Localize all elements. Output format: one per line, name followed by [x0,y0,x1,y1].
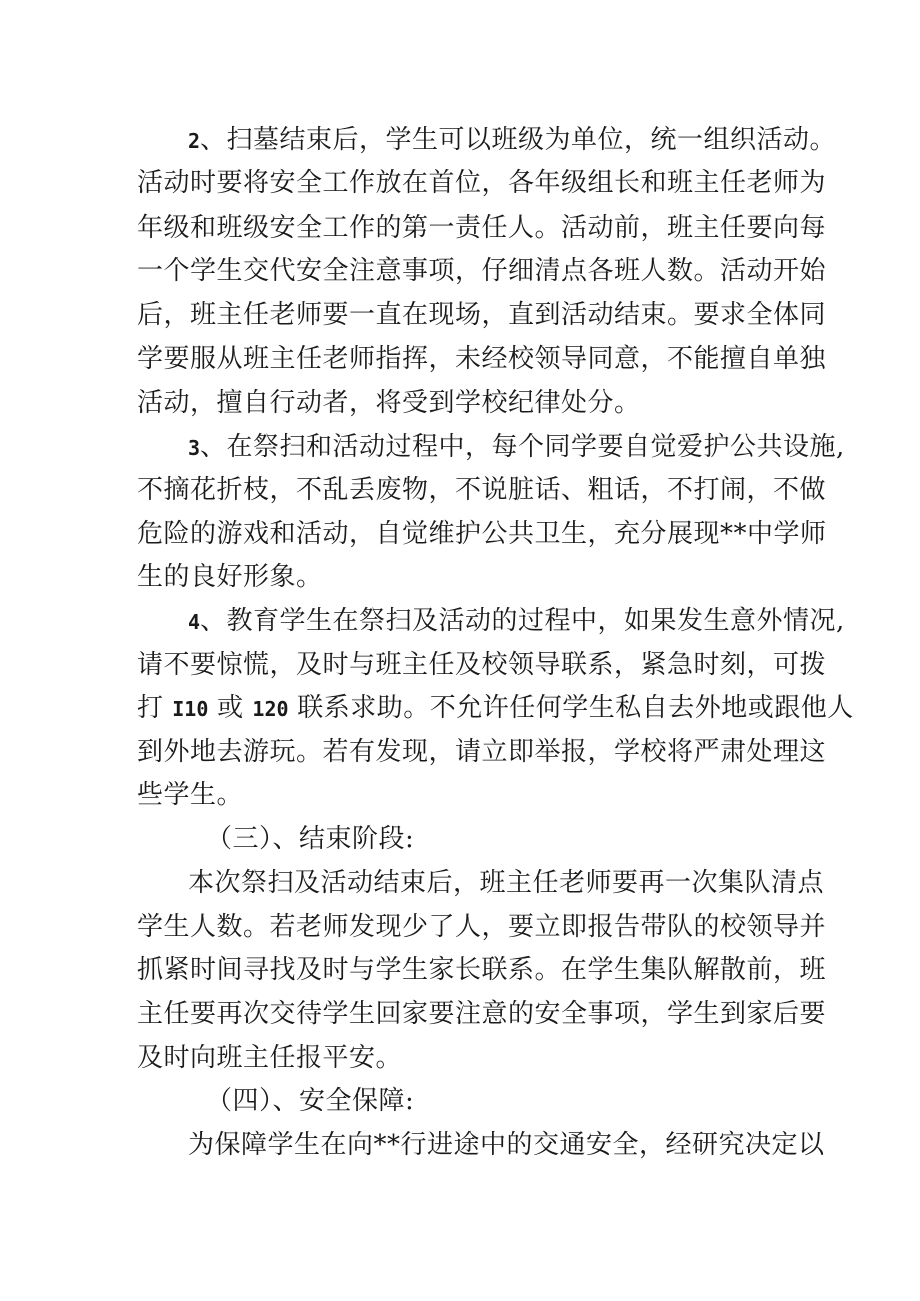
item2-number: 2 [188,129,201,153]
item4-line-3: 打 I10 或 120 联系求助。不允许任何学生私自去外地或跟他人 [137,693,854,723]
phone-number-110: I10 [172,697,209,721]
item4-line-2: 请不要惊慌，及时与班主任及校领导联系，紧急时刻，可拨 [137,650,827,680]
item3-line-3: 危险的游戏和活动，自觉维护公共卫生，充分展现**中学师 [137,519,827,549]
section3-line-1: 本次祭扫及活动结束后，班主任老师要再一次集队清点 [188,868,825,898]
item2-line-5: 后，班主任老师要一直在现场，直到活动结束。要求全体同 [137,300,827,330]
section3-line-2: 学生人数。若老师发现少了人，要立即报告带队的校领导并 [137,912,827,942]
section3-line-4: 主任要再次交待学生回家要注意的安全事项，学生到家后要 [137,999,827,1029]
item3-line-2: 不摘花折枝，不乱丢废物，不说脏话、粗话，不打闹，不做 [137,475,827,505]
item2-line-6: 学要服从班主任老师指挥，未经校领导同意，不能擅自单独 [137,344,827,374]
item3-line-1: 3、在祭扫和活动过程中，每个同学要自觉爱护公共设施, [188,432,845,462]
item3-line-4: 生的良好形象。 [137,562,323,592]
item2-line-4: 一个学生交代安全注意事项，仔细清点各班人数。活动开始 [137,256,827,286]
section4-line-1: 为保障学生在向**行进途中的交通安全，经研究决定以 [188,1130,825,1160]
phone-number-120: 120 [252,697,289,721]
item2-line-1: 2、扫墓结束后，学生可以班级为单位，统一组织活动。 [188,125,837,155]
item2-line-7: 活动，擅自行动者，将受到学校纪律处分。 [137,388,641,418]
item4-line-4: 到外地去游玩。若有发现，请立即举报，学校将严肃处理这 [137,737,827,767]
item2-line-3: 年级和班级安全工作的第一责任人。活动前，班主任要向每 [137,213,827,243]
item2-line-2: 活动时要将安全工作放在首位，各年级组长和班主任老师为 [137,168,827,198]
item4-line-1: 4、教育学生在祭扫及活动的过程中，如果发生意外情况, [188,606,845,636]
section3-heading: （三）、结束阶段: [206,824,415,854]
item4-line-5: 些学生。 [137,780,244,810]
item3-number: 3 [188,436,201,460]
item4-number: 4 [188,610,201,634]
section3-line-3: 抓紧时间寻找及时与学生家长联系。在学生集队解散前，班 [137,955,827,985]
section3-line-5: 及时向班主任报平安。 [137,1043,403,1073]
section4-heading: （四）、安全保障: [206,1086,415,1116]
